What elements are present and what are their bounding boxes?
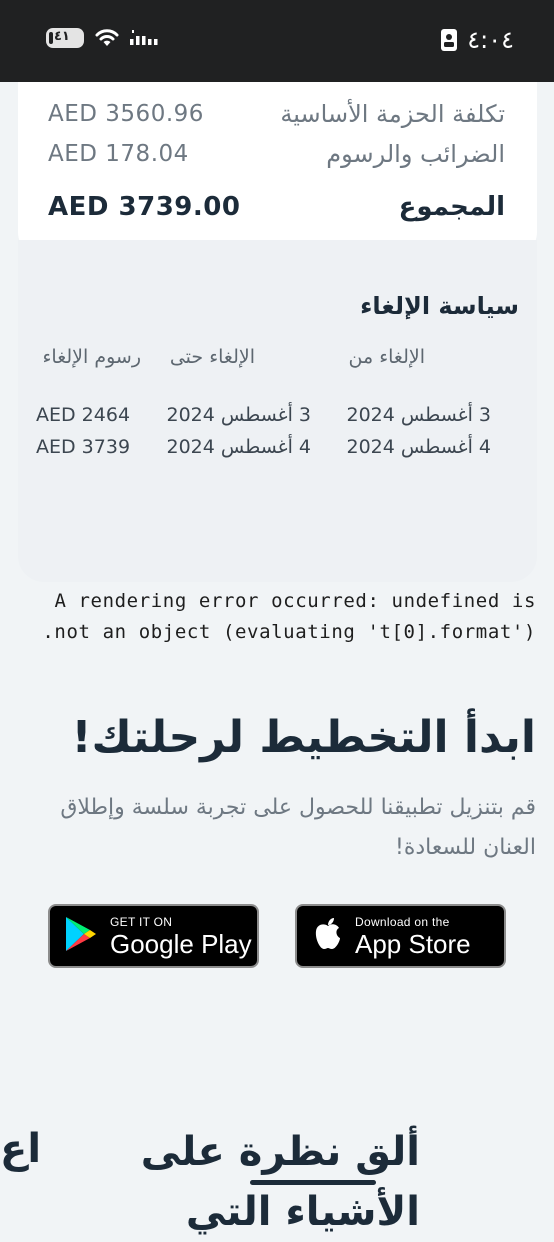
total-row (48, 192, 505, 222)
google-play-icon (64, 915, 98, 957)
plan-section-title: ابدأ التخطيط لرحلتك! (71, 712, 536, 763)
app-store-big-label: App Store (355, 928, 471, 959)
total-label: المجموع (398, 192, 505, 222)
google-play-big-label: Google Play (110, 928, 252, 959)
bottom-left-fragment: اع (0, 1126, 42, 1172)
bottom-title-line-2: الأشياء التي (185, 1189, 420, 1235)
column-header-until: الإلغاء حتى (169, 346, 255, 368)
column-header-fee: رسوم الإلغاء (42, 346, 141, 368)
cancellation-policy-card (18, 240, 537, 582)
wifi-icon (94, 28, 120, 48)
base-cost-value: AED 3560.96 (48, 101, 204, 127)
total-value: AED 3739.00 (48, 192, 241, 222)
policy-cell-fee: AED 3739 (36, 436, 131, 458)
signal-icon (130, 29, 160, 47)
error-line-1: A rendering error occurred: undefined is (54, 590, 536, 612)
battery-level: ٤١ (54, 29, 70, 44)
policy-cell-from: 4 أغسطس 2024 (346, 436, 491, 458)
policy-cell-fee: AED 2464 (36, 404, 131, 426)
tax-value: AED 178.04 (48, 141, 189, 167)
apple-icon (313, 916, 343, 956)
battery-icon (46, 28, 84, 48)
bottom-title-line-1: ألق نظرة على (140, 1129, 420, 1175)
tax-label: الضرائب والرسوم (326, 140, 505, 168)
policy-cell-until: 4 أغسطس 2024 (166, 436, 311, 458)
clock: ٤:٠٤ (467, 26, 514, 54)
plan-section-description: قم بتنزيل تطبيقنا للحصول على تجربة سلسة وإطلاق العنان للسعادة! (60, 795, 536, 860)
google-play-small-label: GET IT ON (110, 914, 173, 929)
policy-cell-from: 3 أغسطس 2024 (346, 404, 491, 426)
status-bar (0, 0, 554, 82)
price-summary-card (18, 82, 537, 258)
cancellation-policy-title: سياسة الإلغاء (360, 292, 519, 320)
column-header-from: الإلغاء من (348, 346, 425, 368)
base-cost-row (48, 100, 505, 128)
app-store-small-label: Download on the (355, 914, 450, 929)
title-underline (250, 1180, 376, 1185)
google-play-button[interactable] (48, 904, 259, 968)
sim-card-icon (441, 29, 457, 51)
tax-row (48, 140, 505, 168)
policy-cell-until: 3 أغسطس 2024 (166, 404, 311, 426)
status-right (441, 26, 514, 54)
error-line-2: .not an object (evaluating 't[0].format') (42, 621, 536, 643)
status-icons-left (46, 28, 160, 48)
rendering-error-message (0, 586, 554, 648)
base-cost-label: تكلفة الحزمة الأساسية (280, 100, 505, 128)
app-store-button[interactable] (295, 904, 506, 968)
